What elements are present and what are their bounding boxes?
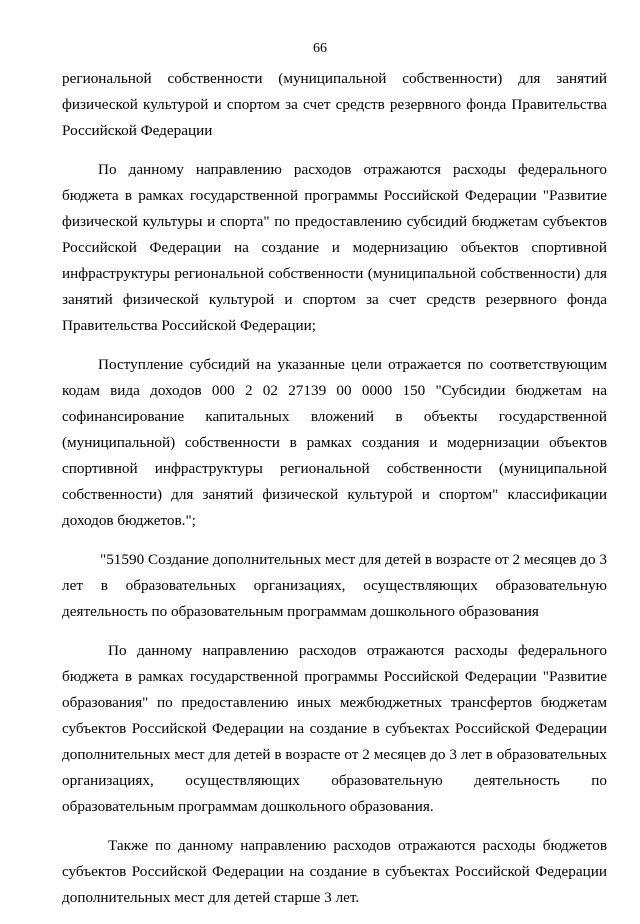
paragraph-continuation: региональной собственности (муниципальной собственности) для занятий физической культурой и спортом за счет средств резервного фонда Правительства Российской Федерации bbox=[62, 70, 607, 139]
paragraph-expenses-sport: По данному направлению расходов отражаются расходы федерального бюджета в рамках государственной программы Российской Федерации "Развитие физической культуры и спорта" по предоставлению субсидий бюджетам субъектов Российской Федерации на создание и модернизацию объектов спортивной инфраструктуры региональной собственности (муниципальной собственности) для занятий физической культурой и спортом за счет средств резервного фонда Правительства Российской Федерации; bbox=[62, 161, 607, 334]
paragraph-code-51590: "51590 Создание дополнительных мест для детей в возрасте от 2 месяцев до 3 лет в образовательных организациях, осуществляющих образовательную деятельность по образовательным программам дошкольного образования bbox=[62, 551, 607, 620]
page-number: 66 bbox=[313, 41, 327, 56]
document-body bbox=[62, 66, 607, 924]
paragraph-regional-expenses: Также по данному направлению расходов отражаются расходы бюджетов субъектов Российской Федерации на создание в субъектах Российской Федерации дополнительных мест для детей старше 3 лет. bbox=[62, 837, 607, 906]
paragraph-subsidy-income: Поступление субсидий на указанные цели отражается по соответствующим кодам вида доходов 000 2 02 27139 00 0000 150 "Субсидии бюджетам на софинансирование капитальных вложений в объекты государственной (муниципальной) собственности в рамках создания и модернизации объектов спортивной инфраструктуры региональной собственности (муниципальной собственности) для занятий физической культурой и спортом" классификации доходов бюджетов."; bbox=[62, 356, 607, 529]
paragraph-expenses-education: По данному направлению расходов отражаются расходы федерального бюджета в рамках государственной программы Российской Федерации "Развитие образования" по предоставлению иных межбюджетных трансфертов бюджетам субъектов Российской Федерации на создание в субъектах Российской Федерации дополнительных мест для детей в возрасте от 2 месяцев до 3 лет в образовательных организациях, осуществляющих образовательную деятельность по образовательным программам дошкольного образования. bbox=[62, 642, 607, 815]
